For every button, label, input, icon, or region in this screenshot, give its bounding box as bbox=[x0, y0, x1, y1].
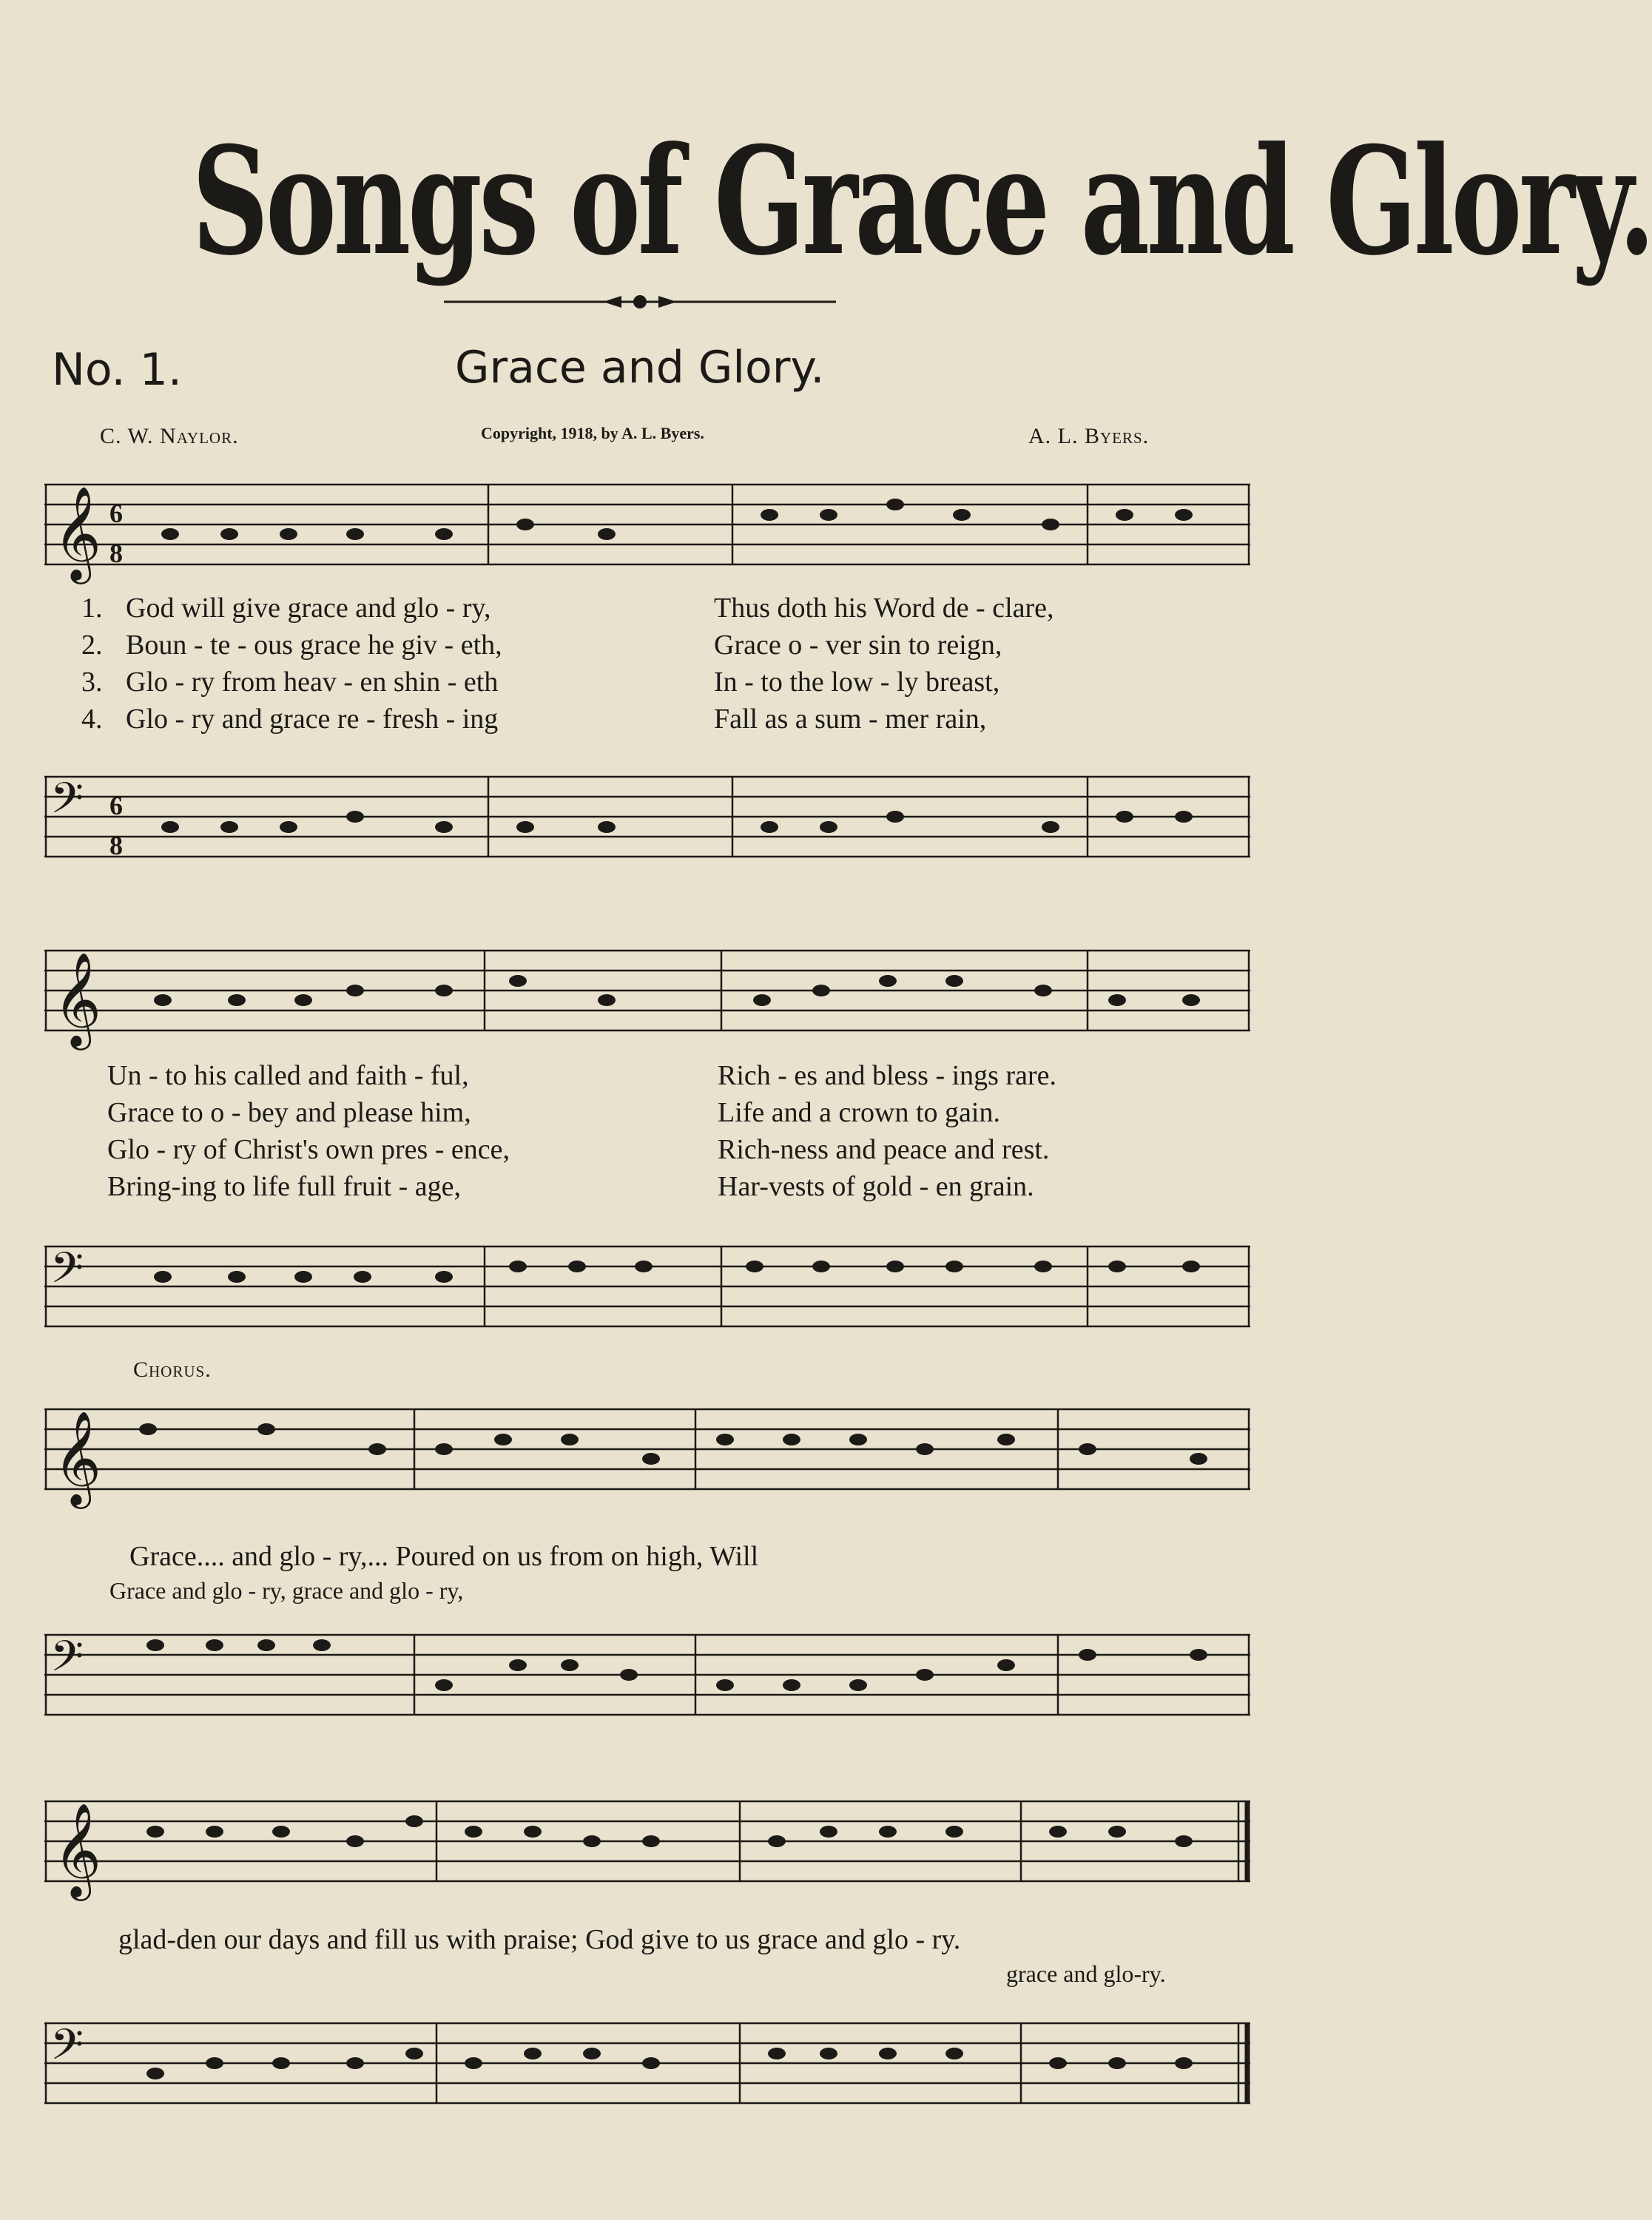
chorus-lyric-1: Grace.... and glo - ry,... Poured on us from on high, Will bbox=[129, 1541, 759, 1572]
song-title: Grace and Glory. bbox=[455, 342, 825, 394]
verse-2-line-1: 2. Boun - te - ous grace he giv - eth, Grace o - ver sin to reign, bbox=[81, 630, 1002, 661]
svg-text:𝄞: 𝄞 bbox=[53, 1802, 102, 1897]
svg-text:𝄢: 𝄢 bbox=[50, 773, 84, 834]
svg-text:6: 6 bbox=[109, 791, 123, 820]
chorus-label: Chorus. bbox=[133, 1357, 212, 1382]
treble-staff-system-2 bbox=[44, 932, 1250, 1065]
svg-text:𝄞: 𝄞 bbox=[53, 485, 102, 580]
chorus-lyric-2: glad-den our days and fill us with praise; God give to us grace and glo - ry. bbox=[118, 1924, 961, 1955]
svg-text:6: 6 bbox=[109, 499, 123, 528]
bass-staff-chorus-1 bbox=[44, 1605, 1250, 1738]
treble-staff-chorus-1 bbox=[44, 1391, 1250, 1524]
svg-text:𝄢: 𝄢 bbox=[50, 1631, 84, 1692]
svg-text:𝄞: 𝄞 bbox=[53, 1410, 102, 1505]
svg-text:8: 8 bbox=[109, 831, 123, 860]
bass-staff-chorus-2 bbox=[44, 1990, 1250, 2130]
verse-3-line-1: 3. Glo - ry from heav - en shin - eth In - to the low - ly breast, bbox=[81, 667, 1000, 698]
verse-1-line-2: Un - to his called and faith - ful, Rich - es and bless - ings rare. bbox=[107, 1060, 1056, 1091]
verse-3-line-2: Glo - ry of Christ's own pres - ence, Rich-ness and peace and rest. bbox=[107, 1134, 1050, 1165]
verses-line-2 bbox=[107, 1059, 1291, 1207]
book-title: Songs of Grace and Glory. bbox=[192, 115, 1652, 289]
verse-1-line-1: 1. God will give grace and glo - ry, Thus doth his Word de - clare, bbox=[81, 593, 1054, 624]
song-number: No. 1. bbox=[52, 344, 182, 396]
bass-staff-system-2 bbox=[44, 1213, 1250, 1346]
copyright-notice: Copyright, 1918, by A. L. Byers. bbox=[481, 424, 704, 442]
svg-text:𝄞: 𝄞 bbox=[53, 951, 102, 1046]
verse-2-line-2: Grace to o - bey and please him, Life and a crown to gain. bbox=[107, 1097, 1000, 1128]
bass-staff-system-1 bbox=[44, 747, 1250, 880]
verse-4-line-2: Bring-ing to life full fruit - age, Har-vests of gold - en grain. bbox=[107, 1171, 1034, 1202]
treble-staff-chorus-2 bbox=[44, 1783, 1250, 1916]
svg-text:𝄢: 𝄢 bbox=[50, 2020, 84, 2080]
svg-text:8: 8 bbox=[109, 539, 123, 568]
chorus-echo-1: Grace and glo - ry, grace and glo - ry, bbox=[109, 1577, 464, 1604]
chorus-echo-2: grace and glo-ry. bbox=[1006, 1960, 1166, 1987]
verses-line-1 bbox=[81, 592, 1265, 740]
composer: A. L. Byers. bbox=[1028, 424, 1150, 448]
svg-text:𝄢: 𝄢 bbox=[50, 1243, 84, 1303]
treble-staff-system-1 bbox=[44, 466, 1250, 599]
title-ornament bbox=[444, 289, 836, 315]
lyricist: C. W. Naylor. bbox=[100, 424, 239, 448]
verse-4-line-1: 4. Glo - ry and grace re - fresh - ing Fall as a sum - mer rain, bbox=[81, 704, 987, 735]
